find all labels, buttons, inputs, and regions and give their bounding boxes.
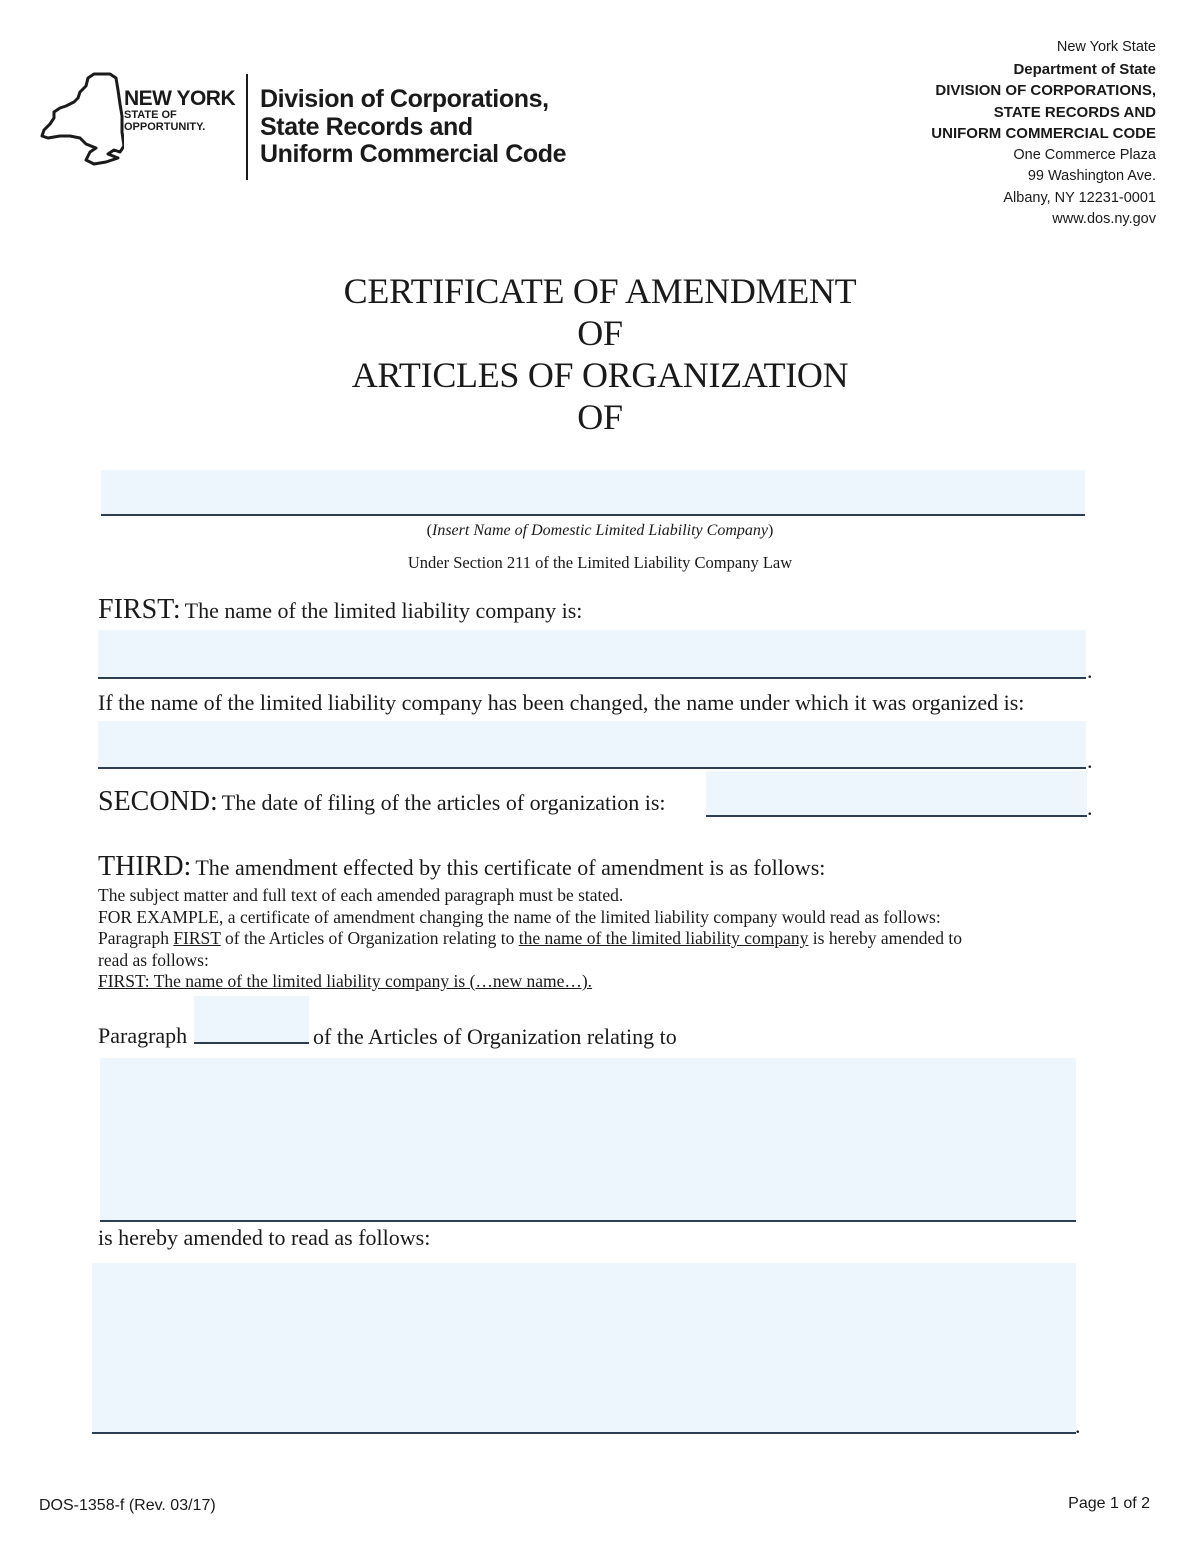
title-line-2: OF xyxy=(577,313,623,353)
division-line-2: State Records and xyxy=(260,112,473,141)
original-name-period: . xyxy=(1087,748,1093,773)
division-line-3: Uniform Commercial Code xyxy=(260,140,567,168)
amended-text-period: . xyxy=(1075,1413,1081,1438)
address-website: www.dos.ny.gov xyxy=(1052,211,1156,227)
second-text: The date of filing of the articles of organization is: xyxy=(221,790,666,815)
caption-italic: Insert Name of Domestic Limited Liability Company xyxy=(432,522,768,539)
company-name-input[interactable] xyxy=(101,470,1085,514)
example-line-1: Paragraph FIRST of the Articles of Organization relating to the name of the limited liability company is hereby amended to xyxy=(98,928,962,948)
company-name-caption: (Insert Name of Domestic Limited Liability Company) xyxy=(426,522,774,539)
logo-tagline-1: STATE OF xyxy=(124,109,177,121)
first-text: The name of the limited liability company is: xyxy=(184,598,583,623)
form-title xyxy=(0,270,1200,438)
filing-date-period: . xyxy=(1087,795,1093,820)
third-section-heading xyxy=(98,851,825,883)
first-label: FIRST: xyxy=(98,594,181,625)
example-first-line: FIRST: The name of the limited liability company is (…new name…). xyxy=(98,971,593,991)
company-name-rule xyxy=(101,514,1085,516)
title-line-1: CERTIFICATE OF AMENDMENT xyxy=(343,271,857,311)
address-line-4: STATE RECORDS AND xyxy=(993,103,1156,121)
address-line-7: 99 Washington Ave. xyxy=(1027,168,1156,184)
llc-name-period: . xyxy=(1087,658,1093,683)
instruction-line-2: FOR EXAMPLE, a certificate of amendment changing the name of the limited liability company would read as follows: xyxy=(98,906,941,927)
first-section-heading xyxy=(98,594,582,626)
statute-reference: Under Section 211 of the Limited Liability Company Law xyxy=(407,553,793,572)
amended-text-rule xyxy=(92,1432,1076,1434)
filing-date-rule xyxy=(706,815,1087,817)
original-name-rule xyxy=(98,767,1086,769)
logo-state-name: NEW YORK xyxy=(124,87,236,110)
third-label: THIRD: xyxy=(98,851,192,882)
third-text: The amendment effected by this certificate of amendment is as follows: xyxy=(195,855,826,880)
address-line-3: DIVISION OF CORPORATIONS, xyxy=(935,82,1156,99)
amended-text: is hereby amended to read as follows: xyxy=(98,1225,431,1250)
ny-state-wordmark xyxy=(124,88,235,133)
second-label: SECOND: xyxy=(98,786,218,817)
paragraph-number-input[interactable] xyxy=(194,996,309,1042)
llc-name-input[interactable] xyxy=(98,630,1086,677)
new-york-state-outline-icon xyxy=(40,72,124,166)
address-line-6: One Commerce Plaza xyxy=(1013,146,1156,163)
paragraph-label: Paragraph xyxy=(98,1023,188,1048)
department-address xyxy=(931,37,1156,231)
form-number: DOS-1358-f (Rev. 03/17) xyxy=(39,1497,216,1514)
title-line-4: OF xyxy=(577,397,623,437)
logo-tagline-2: OPPORTUNITY. xyxy=(124,121,206,133)
filing-date-input[interactable] xyxy=(706,771,1087,815)
address-line-1: New York State xyxy=(1056,39,1156,55)
third-instructions xyxy=(98,885,962,993)
llc-name-rule xyxy=(98,677,1086,679)
relating-text: of the Articles of Organization relating to xyxy=(313,1024,677,1049)
address-line-8: Albany, NY 12231-0001 xyxy=(1003,189,1156,206)
logo-divider xyxy=(246,74,248,180)
relating-to-rule xyxy=(100,1220,1076,1222)
instruction-line-1: The subject matter and full text of each amended paragraph must be stated. xyxy=(98,885,624,905)
address-line-5: UNIFORM COMMERCIAL CODE xyxy=(931,125,1156,142)
second-section-heading xyxy=(98,786,666,818)
paragraph-number-rule xyxy=(194,1042,309,1044)
address-line-2: Department of State xyxy=(1013,60,1156,78)
example-line-2: read as follows: xyxy=(98,949,209,970)
original-name-input[interactable] xyxy=(98,721,1086,767)
title-line-3: ARTICLES OF ORGANIZATION xyxy=(351,355,849,395)
page-number: Page 1 of 2 xyxy=(1068,1495,1150,1512)
amended-text-textarea[interactable] xyxy=(92,1263,1076,1432)
name-changed-text: If the name of the limited liability company has been changed, the name under which it was organized is: xyxy=(98,690,1025,715)
relating-to-textarea[interactable] xyxy=(100,1058,1076,1220)
division-name xyxy=(260,86,566,169)
division-line-1: Division of Corporations, xyxy=(260,85,549,113)
